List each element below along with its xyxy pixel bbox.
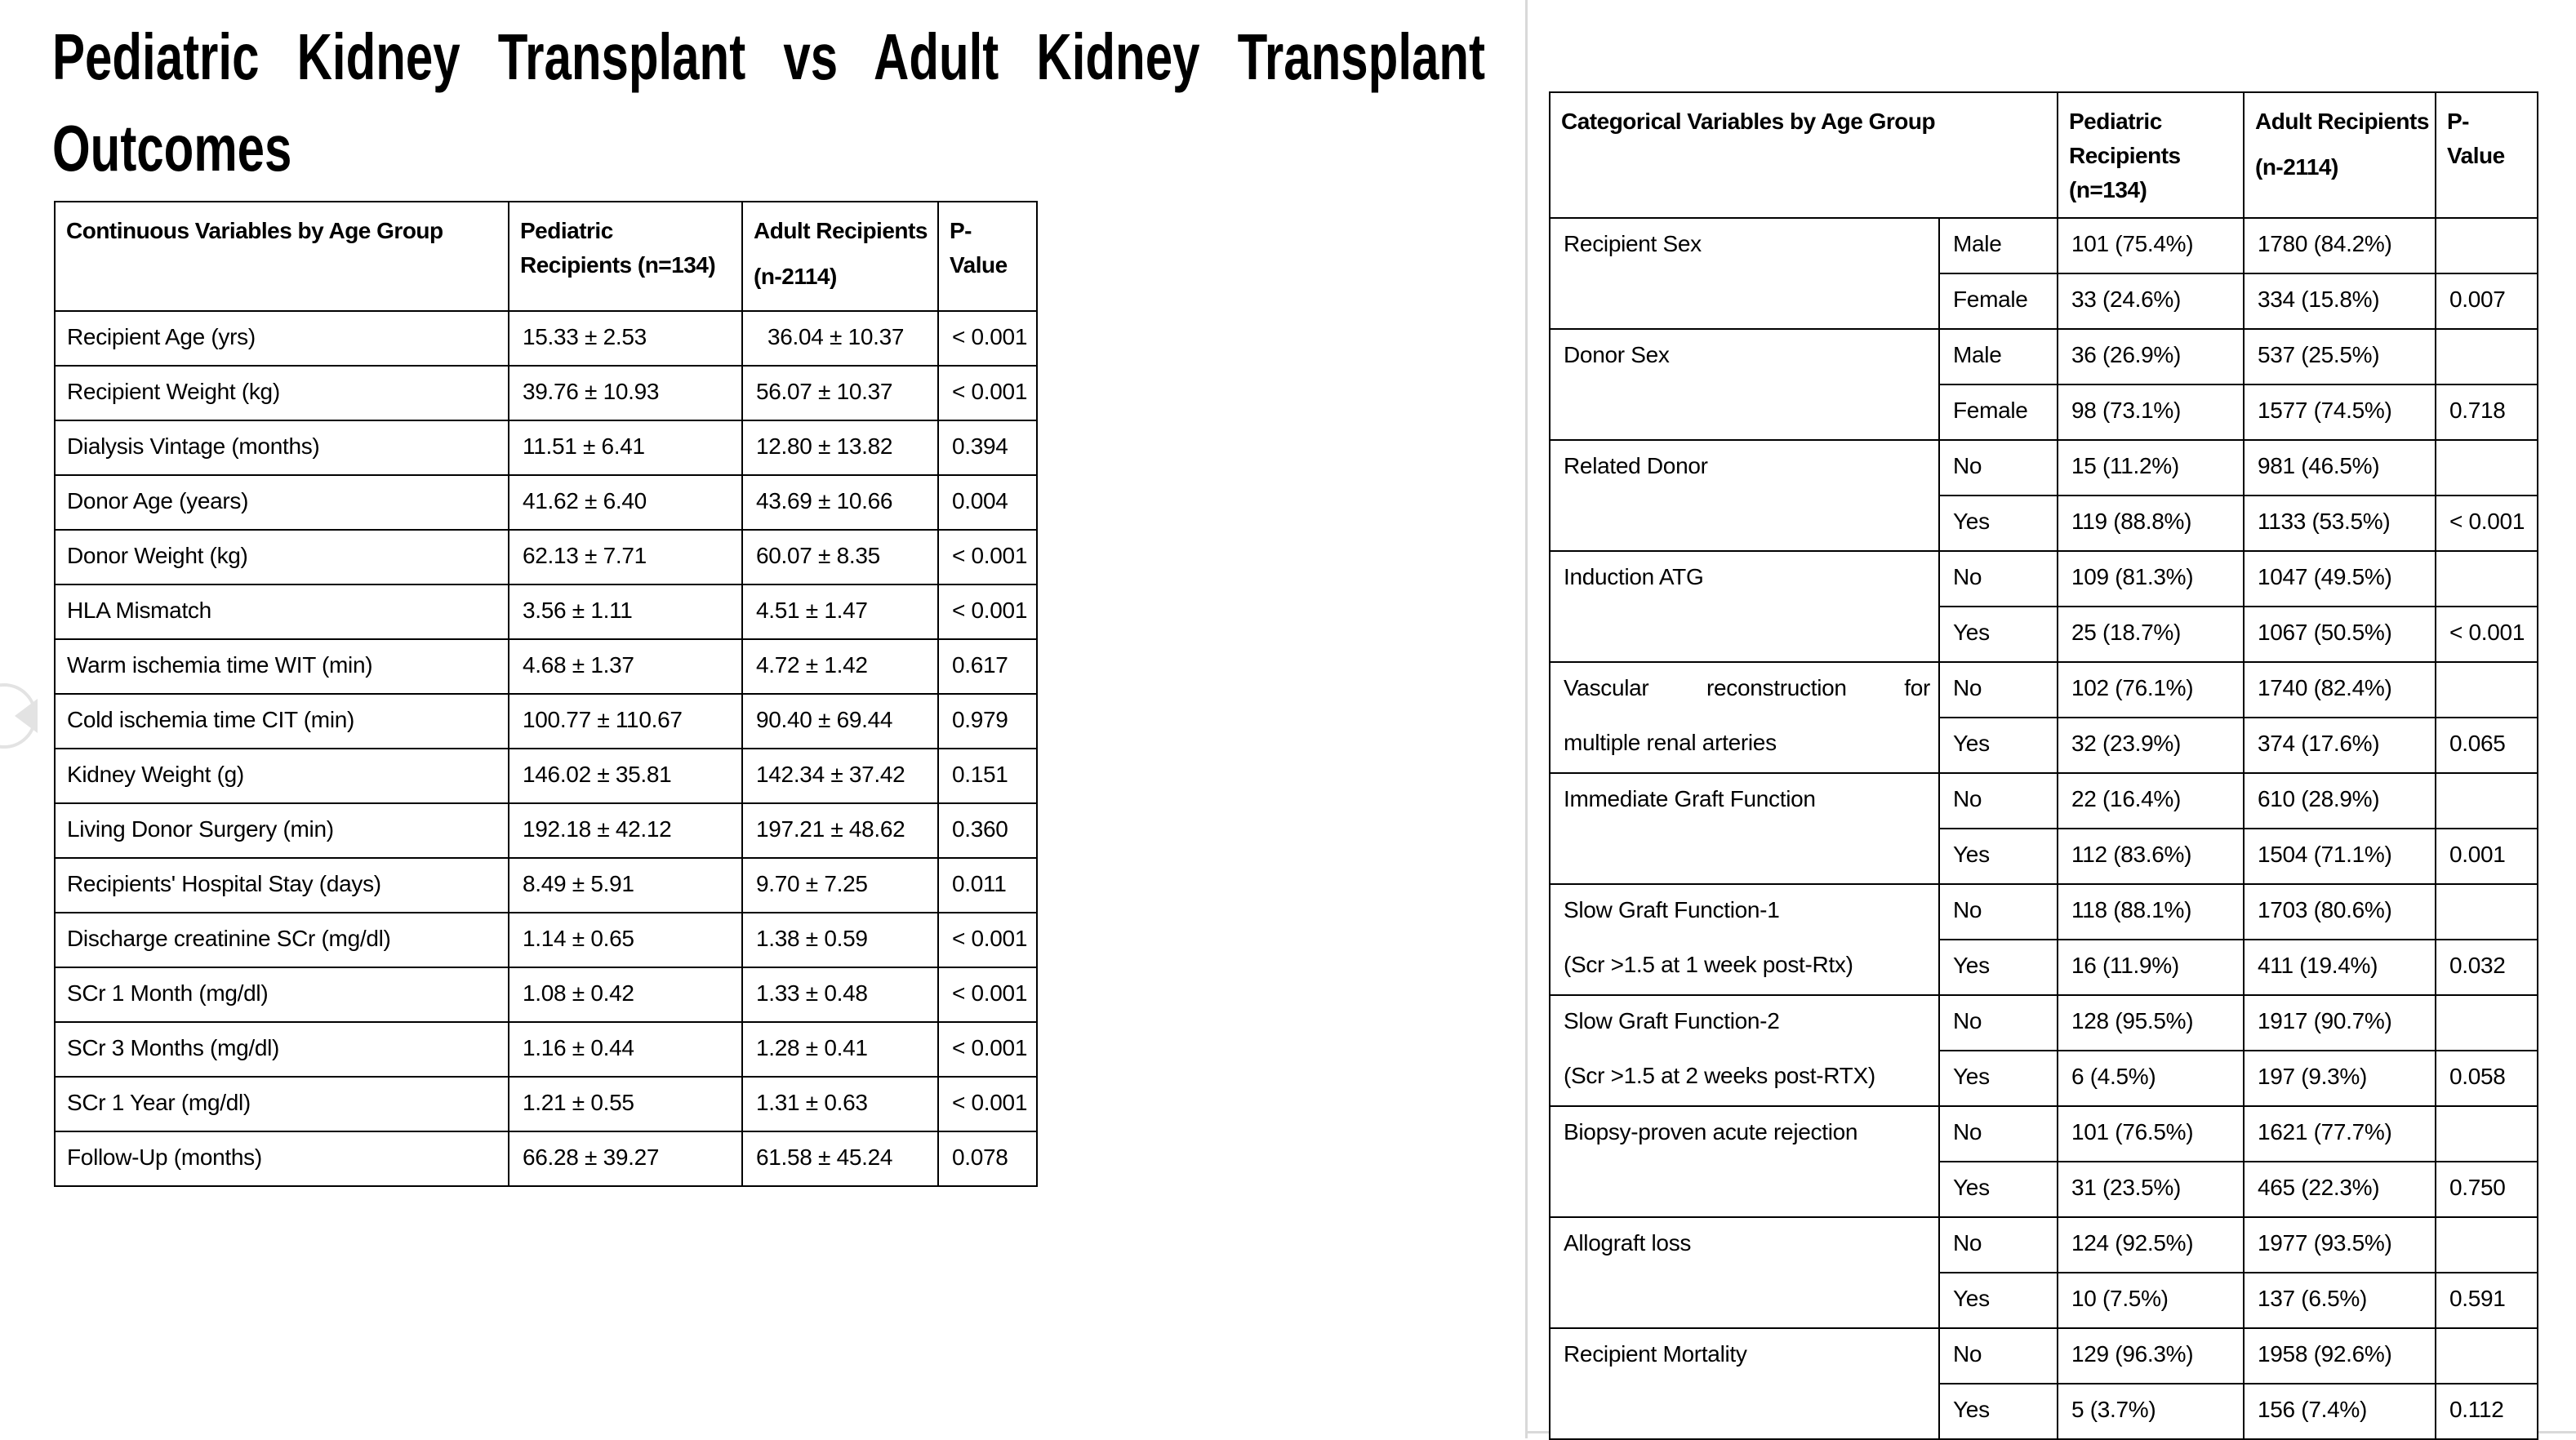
adult-value-cell: 60.07 ± 8.35 [742, 530, 938, 584]
level-cell: Male [1939, 329, 2058, 384]
adult-value-cell: 4.72 ± 1.42 [742, 639, 938, 694]
p-value-cell: 0.617 [938, 639, 1037, 694]
pediatric-value-cell: 5 (3.7%) [2058, 1384, 2244, 1439]
p-value-cell: < 0.001 [938, 584, 1037, 639]
table-row [55, 639, 1037, 694]
table-row [55, 858, 1037, 913]
level-cell: Yes [1939, 1162, 2058, 1217]
table-row [1550, 440, 2538, 496]
table-row [55, 1022, 1037, 1077]
level-cell: Female [1939, 384, 2058, 440]
table-row [55, 694, 1037, 749]
pediatric-value-cell: 16 (11.9%) [2058, 940, 2244, 995]
adult-value-cell: 1504 (71.1%) [2244, 829, 2436, 884]
p-value-cell: < 0.001 [938, 1022, 1037, 1077]
adult-value-cell: 610 (28.9%) [2244, 773, 2436, 829]
header-adult-recipients: Adult Recipients (n-2114) [2244, 92, 2436, 218]
variable-cell: Donor Age (years) [55, 475, 509, 530]
table-row [1550, 884, 2538, 940]
pediatric-value-cell: 4.68 ± 1.37 [509, 639, 742, 694]
header-categorical-variables: Categorical Variables by Age Group [1550, 92, 2058, 218]
pediatric-value-cell: 124 (92.5%) [2058, 1217, 2244, 1273]
page-title: Pediatric Kidney Transplant vs Adult Kidney Transplant Outcomes [52, 20, 1485, 184]
adult-value-cell: 36.04 ± 10.37 [742, 311, 938, 366]
continuous-variables-table [54, 201, 1038, 1187]
header-adult-recipients: Adult Recipients (n-2114) [742, 202, 938, 311]
p-value-cell: 0.151 [938, 749, 1037, 803]
variable-cell: Follow-Up (months) [55, 1131, 509, 1186]
table-row [1550, 1106, 2538, 1162]
variable-cell: Allograft loss [1550, 1217, 1939, 1328]
table-row [55, 584, 1037, 639]
table-row [1550, 218, 2538, 273]
adult-value-cell: 465 (22.3%) [2244, 1162, 2436, 1217]
adult-value-cell: 1780 (84.2%) [2244, 218, 2436, 273]
variable-cell: Kidney Weight (g) [55, 749, 509, 803]
adult-value-cell: 1047 (49.5%) [2244, 551, 2436, 607]
p-value-cell: < 0.001 [938, 311, 1037, 366]
table-row [55, 530, 1037, 584]
variable-cell: Slow Graft Function-2 (Scr >1.5 at 2 weeks post-RTX) [1550, 995, 1939, 1106]
p-value-cell: 0.065 [2436, 718, 2538, 773]
variable-cell: Recipient Age (yrs) [55, 311, 509, 366]
variable-cell: Related Donor [1550, 440, 1939, 551]
pediatric-value-cell: 1.08 ± 0.42 [509, 967, 742, 1022]
level-cell: No [1939, 884, 2058, 940]
p-value-cell [2436, 218, 2538, 273]
variable-cell: Recipient Sex [1550, 218, 1939, 329]
table-row [1550, 329, 2538, 384]
header-continuous-variables: Continuous Variables by Age Group [55, 202, 509, 311]
pediatric-value-cell: 102 (76.1%) [2058, 662, 2244, 718]
adult-value-cell: 56.07 ± 10.37 [742, 366, 938, 420]
level-cell: Female [1939, 273, 2058, 329]
p-value-cell: 0.750 [2436, 1162, 2538, 1217]
pediatric-value-cell: 98 (73.1%) [2058, 384, 2244, 440]
pediatric-value-cell: 112 (83.6%) [2058, 829, 2244, 884]
table-row [55, 913, 1037, 967]
table-row [1550, 551, 2538, 607]
p-value-cell: < 0.001 [938, 530, 1037, 584]
p-value-cell: 0.004 [938, 475, 1037, 530]
categorical-variables-table [1549, 91, 2538, 1440]
pediatric-value-cell: 36 (26.9%) [2058, 329, 2244, 384]
pediatric-value-cell: 100.77 ± 110.67 [509, 694, 742, 749]
adult-value-cell: 1577 (74.5%) [2244, 384, 2436, 440]
table-row [55, 1077, 1037, 1131]
p-value-cell: < 0.001 [938, 1077, 1037, 1131]
table-header-row [55, 202, 1037, 311]
p-value-cell: 0.032 [2436, 940, 2538, 995]
table-row [55, 967, 1037, 1022]
level-cell: No [1939, 1217, 2058, 1273]
pediatric-value-cell: 31 (23.5%) [2058, 1162, 2244, 1217]
variable-cell: Donor Sex [1550, 329, 1939, 440]
level-cell: Yes [1939, 1051, 2058, 1106]
pediatric-value-cell: 128 (95.5%) [2058, 995, 2244, 1051]
adult-value-cell: 137 (6.5%) [2244, 1273, 2436, 1328]
pediatric-value-cell: 3.56 ± 1.11 [509, 584, 742, 639]
adult-value-cell: 43.69 ± 10.66 [742, 475, 938, 530]
level-cell: No [1939, 662, 2058, 718]
p-value-cell [2436, 329, 2538, 384]
adult-value-cell: 1977 (93.5%) [2244, 1217, 2436, 1273]
pediatric-value-cell: 146.02 ± 35.81 [509, 749, 742, 803]
adult-value-cell: 1740 (82.4%) [2244, 662, 2436, 718]
pediatric-value-cell: 119 (88.8%) [2058, 496, 2244, 551]
variable-cell: Living Donor Surgery (min) [55, 803, 509, 858]
table-header-row [1550, 92, 2538, 218]
level-cell: No [1939, 995, 2058, 1051]
level-cell: Yes [1939, 607, 2058, 662]
pediatric-value-cell: 41.62 ± 6.40 [509, 475, 742, 530]
adult-value-cell: 9.70 ± 7.25 [742, 858, 938, 913]
chevron-left-icon [15, 699, 38, 733]
adult-value-cell: 156 (7.4%) [2244, 1384, 2436, 1439]
level-cell: No [1939, 1106, 2058, 1162]
header-pediatric-recipients: Pediatric Recipients (n=134) [509, 202, 742, 311]
table-row [55, 475, 1037, 530]
variable-cell: Induction ATG [1550, 551, 1939, 662]
pediatric-value-cell: 129 (96.3%) [2058, 1328, 2244, 1384]
table-row [1550, 662, 2538, 718]
pediatric-value-cell: 39.76 ± 10.93 [509, 366, 742, 420]
pediatric-value-cell: 15 (11.2%) [2058, 440, 2244, 496]
pediatric-value-cell: 118 (88.1%) [2058, 884, 2244, 940]
variable-cell: Biopsy-proven acute rejection [1550, 1106, 1939, 1217]
adult-value-cell: 1621 (77.7%) [2244, 1106, 2436, 1162]
p-value-cell [2436, 995, 2538, 1051]
adult-value-cell: 61.58 ± 45.24 [742, 1131, 938, 1186]
variable-cell: SCr 1 Month (mg/dl) [55, 967, 509, 1022]
adult-value-cell: 374 (17.6%) [2244, 718, 2436, 773]
p-value-cell: 0.591 [2436, 1273, 2538, 1328]
p-value-cell [2436, 551, 2538, 607]
table-row [55, 311, 1037, 366]
previous-page-button[interactable] [0, 683, 37, 749]
adult-value-cell: 1958 (92.6%) [2244, 1328, 2436, 1384]
page-divider [1525, 0, 1528, 1438]
table-row [1550, 1217, 2538, 1273]
pediatric-value-cell: 11.51 ± 6.41 [509, 420, 742, 475]
p-value-cell: < 0.001 [938, 967, 1037, 1022]
level-cell: Yes [1939, 829, 2058, 884]
level-cell: No [1939, 773, 2058, 829]
adult-value-cell: 981 (46.5%) [2244, 440, 2436, 496]
adult-value-cell: 1.33 ± 0.48 [742, 967, 938, 1022]
variable-cell: HLA Mismatch [55, 584, 509, 639]
variable-cell: Recipient Mortality [1550, 1328, 1939, 1439]
pediatric-value-cell: 10 (7.5%) [2058, 1273, 2244, 1328]
variable-cell: Vascular reconstruction for multiple renal arteries [1550, 662, 1939, 773]
p-value-cell: 0.112 [2436, 1384, 2538, 1439]
pediatric-value-cell: 6 (4.5%) [2058, 1051, 2244, 1106]
level-cell: No [1939, 551, 2058, 607]
p-value-cell [2436, 1106, 2538, 1162]
pediatric-value-cell: 32 (23.9%) [2058, 718, 2244, 773]
variable-cell: Dialysis Vintage (months) [55, 420, 509, 475]
adult-value-cell: 4.51 ± 1.47 [742, 584, 938, 639]
p-value-cell: 0.718 [2436, 384, 2538, 440]
adult-value-cell: 1067 (50.5%) [2244, 607, 2436, 662]
variable-cell: Slow Graft Function-1 (Scr >1.5 at 1 week post-Rtx) [1550, 884, 1939, 995]
level-cell: Yes [1939, 1384, 2058, 1439]
p-value-cell [2436, 662, 2538, 718]
p-value-cell: 0.394 [938, 420, 1037, 475]
table-row [55, 803, 1037, 858]
level-cell: Yes [1939, 940, 2058, 995]
pediatric-value-cell: 192.18 ± 42.12 [509, 803, 742, 858]
p-value-cell: 0.360 [938, 803, 1037, 858]
variable-cell: Cold ischemia time CIT (min) [55, 694, 509, 749]
pediatric-value-cell: 22 (16.4%) [2058, 773, 2244, 829]
variable-cell: Discharge creatinine SCr (mg/dl) [55, 913, 509, 967]
variable-cell: Recipients' Hospital Stay (days) [55, 858, 509, 913]
p-value-cell: 0.001 [2436, 829, 2538, 884]
pediatric-value-cell: 1.14 ± 0.65 [509, 913, 742, 967]
p-value-cell: < 0.001 [938, 366, 1037, 420]
pediatric-value-cell: 101 (75.4%) [2058, 218, 2244, 273]
p-value-cell: < 0.001 [2436, 607, 2538, 662]
p-value-cell [2436, 1328, 2538, 1384]
pediatric-value-cell: 101 (76.5%) [2058, 1106, 2244, 1162]
level-cell: No [1939, 1328, 2058, 1384]
pediatric-value-cell: 109 (81.3%) [2058, 551, 2244, 607]
adult-value-cell: 1.31 ± 0.63 [742, 1077, 938, 1131]
adult-value-cell: 90.40 ± 69.44 [742, 694, 938, 749]
variable-cell: Recipient Weight (kg) [55, 366, 509, 420]
p-value-cell: 0.078 [938, 1131, 1037, 1186]
level-cell: Yes [1939, 1273, 2058, 1328]
adult-value-cell: 1703 (80.6%) [2244, 884, 2436, 940]
table-row [1550, 773, 2538, 829]
adult-value-cell: 197.21 ± 48.62 [742, 803, 938, 858]
variable-cell: Immediate Graft Function [1550, 773, 1939, 884]
header-p-value: P- Value [2436, 92, 2538, 218]
p-value-cell [2436, 773, 2538, 829]
p-value-cell: < 0.001 [2436, 496, 2538, 551]
p-value-cell: 0.058 [2436, 1051, 2538, 1106]
p-value-cell [2436, 884, 2538, 940]
p-value-cell: 0.007 [2436, 273, 2538, 329]
pediatric-value-cell: 33 (24.6%) [2058, 273, 2244, 329]
pediatric-value-cell: 66.28 ± 39.27 [509, 1131, 742, 1186]
p-value-cell [2436, 1217, 2538, 1273]
pediatric-value-cell: 15.33 ± 2.53 [509, 311, 742, 366]
level-cell: Yes [1939, 496, 2058, 551]
pediatric-value-cell: 8.49 ± 5.91 [509, 858, 742, 913]
adult-value-cell: 1.38 ± 0.59 [742, 913, 938, 967]
variable-cell: Donor Weight (kg) [55, 530, 509, 584]
table-row [55, 420, 1037, 475]
adult-value-cell: 1917 (90.7%) [2244, 995, 2436, 1051]
adult-value-cell: 197 (9.3%) [2244, 1051, 2436, 1106]
pediatric-value-cell: 25 (18.7%) [2058, 607, 2244, 662]
table-row [55, 366, 1037, 420]
p-value-cell [2436, 440, 2538, 496]
adult-value-cell: 12.80 ± 13.82 [742, 420, 938, 475]
p-value-cell: < 0.001 [938, 913, 1037, 967]
adult-value-cell: 537 (25.5%) [2244, 329, 2436, 384]
adult-value-cell: 1.28 ± 0.41 [742, 1022, 938, 1077]
table-row [55, 1131, 1037, 1186]
variable-cell: SCr 1 Year (mg/dl) [55, 1077, 509, 1131]
level-cell: No [1939, 440, 2058, 496]
p-value-cell: 0.979 [938, 694, 1037, 749]
pediatric-value-cell: 1.16 ± 0.44 [509, 1022, 742, 1077]
table-row [1550, 1328, 2538, 1384]
pediatric-value-cell: 1.21 ± 0.55 [509, 1077, 742, 1131]
variable-cell: SCr 3 Months (mg/dl) [55, 1022, 509, 1077]
level-cell: Yes [1939, 718, 2058, 773]
p-value-cell: 0.011 [938, 858, 1037, 913]
header-pediatric-recipients: Pediatric Recipients (n=134) [2058, 92, 2244, 218]
table-row [1550, 995, 2538, 1051]
pediatric-value-cell: 62.13 ± 7.71 [509, 530, 742, 584]
table-row [55, 749, 1037, 803]
variable-cell: Warm ischemia time WIT (min) [55, 639, 509, 694]
level-cell: Male [1939, 218, 2058, 273]
adult-value-cell: 411 (19.4%) [2244, 940, 2436, 995]
adult-value-cell: 142.34 ± 37.42 [742, 749, 938, 803]
adult-value-cell: 334 (15.8%) [2244, 273, 2436, 329]
header-p-value: P- Value [938, 202, 1037, 311]
adult-value-cell: 1133 (53.5%) [2244, 496, 2436, 551]
